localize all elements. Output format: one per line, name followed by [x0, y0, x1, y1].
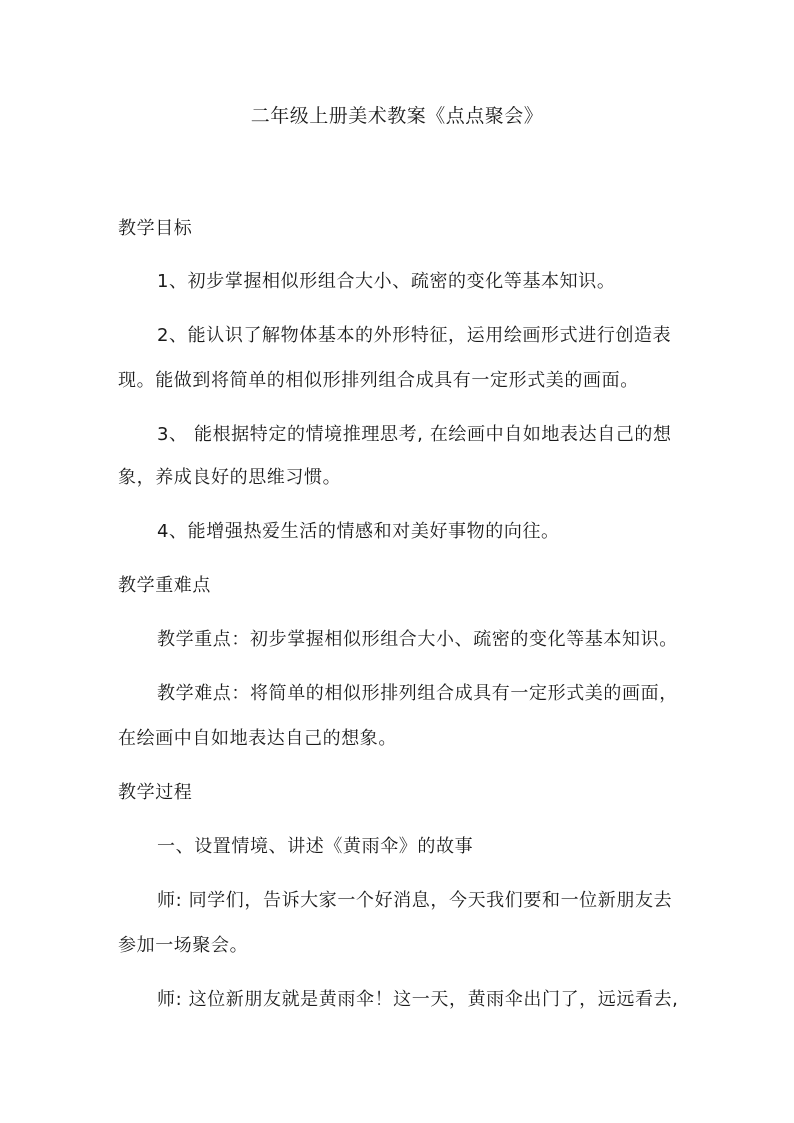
- difficult-point-line-1: 教学难点：将简单的相似形排列组合成具有一定形式美的画面，: [157, 683, 678, 704]
- heading-teaching-goals: 教学目标: [118, 218, 193, 239]
- goal-item-4: 4、能增强热爱生活的情感和对美好事物的向往。: [157, 521, 560, 542]
- goal-item-1: 1、初步掌握相似形组合大小、疏密的变化等基本知识。: [157, 271, 616, 292]
- difficult-point-line-2: 在绘画中自如地表达自己的想象。: [118, 728, 397, 749]
- goal-item-3-line-1: 3、 能根据特定的情境推理思考, 在绘画中自如地表达自己的想: [157, 424, 672, 445]
- document-title: 二年级上册美术教案《点点聚会》: [250, 105, 544, 127]
- key-point: 教学重点：初步掌握相似形组合大小、疏密的变化等基本知识。: [157, 629, 678, 650]
- goal-item-3-line-2: 象，养成良好的思维习惯。: [118, 467, 342, 488]
- teacher-speech-1-line-2: 参加一场聚会。: [118, 935, 249, 956]
- heading-key-difficult-points: 教学重难点: [118, 575, 211, 596]
- goal-item-2-line-1: 2、能认识了解物体基本的外形特征，运用绘画形式进行创造表: [157, 325, 672, 346]
- teacher-speech-1-line-1: 师: 同学们，告诉大家一个好消息，今天我们要和一位新朋友去: [157, 890, 673, 911]
- process-step-1: 一、设置情境、讲述《黄雨伞》的故事: [157, 836, 474, 857]
- heading-teaching-process: 教学过程: [118, 782, 193, 803]
- teacher-speech-2-line-1: 师: 这位新朋友就是黄雨伞！这一天，黄雨伞出门了，远远看去,: [157, 989, 679, 1010]
- goal-item-2-line-2: 现。能做到将简单的相似形排列组合成具有一定形式美的画面。: [118, 370, 639, 391]
